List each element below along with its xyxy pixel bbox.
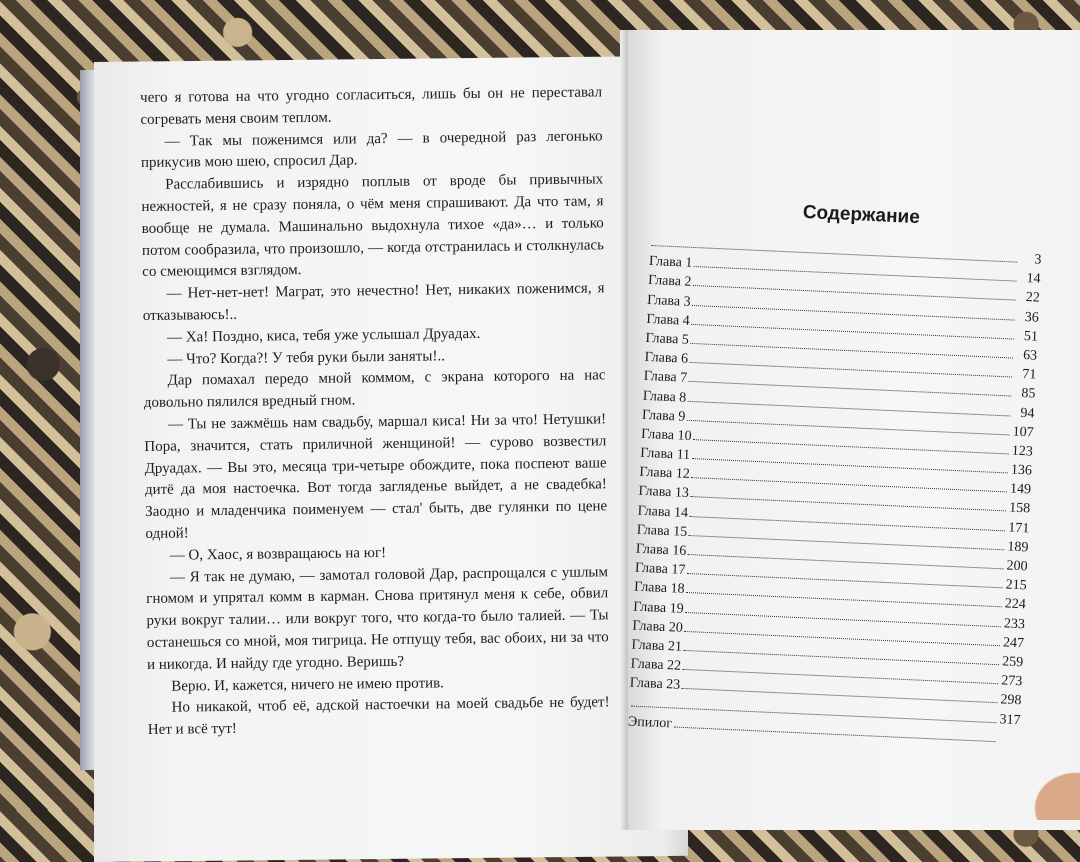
toc-entry-page: 85	[1021, 386, 1036, 402]
toc-entry-page: 224	[1004, 596, 1027, 613]
toc-entry-label: Глава 8	[642, 388, 687, 406]
toc-entry-page: 233	[1003, 615, 1026, 632]
toc-entry-page: 215	[1005, 577, 1027, 594]
toc-entry-page: 171	[1007, 520, 1030, 537]
paragraph: — Что? Когда?! У тебя руки были заняты!..	[167, 347, 445, 368]
toc-entry-label: Глава 7	[643, 369, 688, 387]
toc-entry-page: 22	[1025, 290, 1041, 307]
paragraph: Расслабившись и изрядно поплыв от вроде бы привычных нежностей, я не сразу поняла, о чём меня спрашивают. Да что там, я вообще не думала. Машинально выдохнула тихое «да»… и только потом сообразила, что произошло, — когда отстранилась и столкнулась со смеющимся взглядом.	[141, 171, 605, 281]
toc-entry-page: 63	[1022, 347, 1038, 364]
toc-entry-page: 94	[1020, 405, 1035, 422]
toc-entry-label: Глава 14	[637, 503, 689, 521]
toc-entry-label: Глава 23	[629, 675, 681, 694]
toc-entry-page: 136	[1010, 462, 1033, 479]
toc-entry-label: Глава 20	[632, 618, 684, 636]
finger-tip	[1020, 760, 1080, 820]
toc-entry-page: 71	[1021, 367, 1037, 383]
paragraph: — Так мы поженимся или да? — в очередной раз легонько прикусив мою шею, спросил Дар.	[140, 127, 603, 172]
toc-entry-label: Эпилог	[627, 714, 673, 732]
toc-entry-label: Глава 1	[648, 254, 693, 272]
paragraph: чего я готова на что угодно согласиться, лишь бы он не переставал согревать меня своим теплом.	[140, 84, 603, 128]
paragraph: — Нет-нет-нет! Маграт, это нечестно! Нет, никаких поженимся, я отказываюсь!..	[142, 280, 605, 324]
toc-entry-page: 51	[1023, 328, 1039, 345]
toc-list	[628, 235, 1070, 752]
toc-entry-label: Глава 17	[634, 560, 686, 579]
paragraph: — Ты не зажмёшь нам свадьбу, маршал киса! Ни за что! Нетушки! Пора, значится, стать приличной женщиной! — сурово возвестил Друадах. — Вы это, месяца три-четыре обождите, пока поспеют ваше дитё да моя настоечка. Вот тогда загляденье выйдет, а не свадебка! Заодно и младенчика поименуем — стал' быть, две гулянки по цене одной!	[144, 411, 608, 542]
table-of-contents	[628, 195, 1072, 752]
toc-entry-label: Глава 15	[636, 522, 688, 540]
toc-entry-page: 107	[1012, 424, 1034, 441]
toc-entry-label: Глава 6	[644, 349, 689, 367]
paragraph: Верю. И, кажется, ничего не имею против.	[171, 674, 445, 695]
toc-entry-page: 149	[1009, 481, 1032, 498]
toc-entry-page: 259	[1001, 654, 1024, 671]
toc-title: Содержание	[802, 201, 921, 229]
left-page-text	[140, 82, 610, 742]
toc-entry-page	[998, 742, 1020, 743]
paragraph: — Ха! Поздно, киса, тебя уже услышал Друадах.	[166, 325, 481, 346]
toc-entry-label: Глава 22	[630, 656, 682, 674]
toc-entry-label: Глава 10	[640, 426, 692, 444]
toc-entry-label: Глава 12	[639, 464, 691, 483]
toc-entry-page: 189	[1007, 539, 1029, 556]
toc-entry-label: Глава 18	[633, 579, 685, 598]
toc-entry-page: 317	[999, 711, 1021, 728]
toc-entry-label: Глава 5	[645, 330, 690, 348]
toc-entry-page: 298	[1000, 692, 1022, 709]
toc-entry-label: Глава 13	[638, 484, 690, 502]
toc-entry-page: 3	[1034, 252, 1042, 268]
toc-entry-label: Глава 11	[639, 445, 691, 464]
toc-entry-label: Глава 2	[647, 273, 692, 291]
paragraph: Но никакой, чтоб её, адской настоечки на моей свадьбе не будет! Нет и всё тут!	[147, 694, 610, 739]
paragraph: — Я так не думаю, — замотал головой Дар, распрощался с ушлым гномом и упрятал комм в карман. Снова притянул меня к себе, обвил руки вокруг талии… или вокруг того, что когда-то было талией. — Ты останешься со мной, моя тигрица. Не отпущу тебя, вас обоих, ни за что и никогда. И найду где угодно. Веришь?	[146, 563, 609, 673]
toc-entry-page: 14	[1026, 271, 1041, 287]
toc-entry-label: Глава 19	[632, 599, 684, 617]
toc-entry-page: 273	[1000, 673, 1023, 690]
toc-entry-label: Глава 16	[635, 541, 687, 559]
toc-entry-label: Глава 21	[631, 637, 683, 655]
toc-entry-label: Глава 4	[646, 311, 691, 329]
toc-entry-page: 36	[1024, 309, 1040, 326]
toc-entry-page: 200	[1006, 558, 1028, 575]
paragraph: Дар помахал передо мной коммом, с экрана которого на нас довольно пялился вредный гном.	[143, 367, 606, 412]
paragraph: — О, Хаос, я возвращаюсь на юг!	[169, 544, 387, 564]
toc-entry-label: Глава 3	[646, 292, 691, 310]
toc-entry-page: 123	[1011, 443, 1034, 460]
toc-entry-label: Глава 9	[641, 407, 686, 425]
toc-entry-page: 247	[1002, 635, 1025, 652]
toc-entry-page: 158	[1008, 500, 1031, 517]
